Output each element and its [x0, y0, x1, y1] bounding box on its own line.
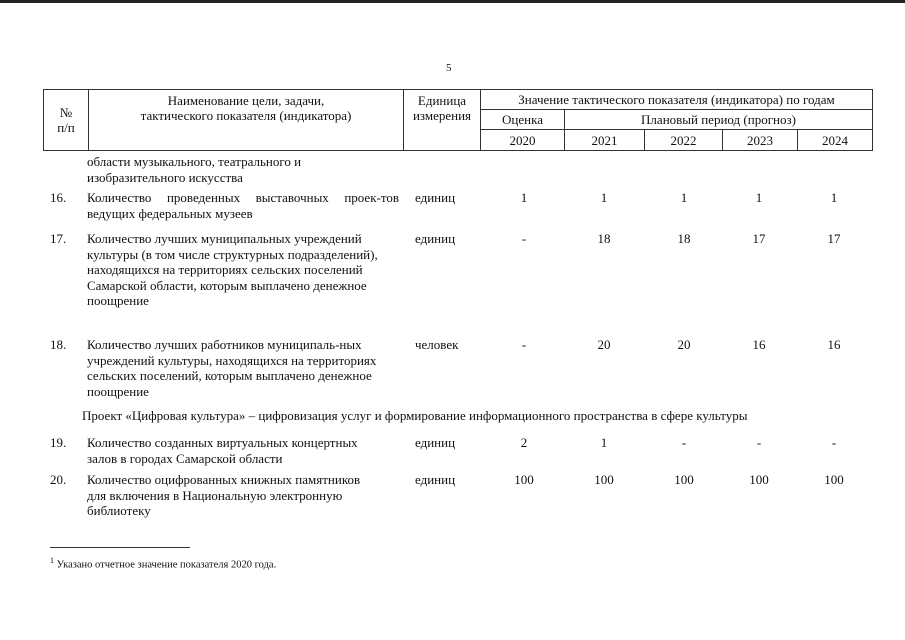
row-number: 20. [50, 472, 67, 487]
header-year-2022: 2022 [645, 130, 723, 151]
row-number: 16. [50, 190, 67, 205]
row-value-2023: 16 [752, 337, 766, 352]
row-value-2024: 16 [827, 337, 841, 352]
footnote-mark: 1 [50, 556, 54, 565]
footnote-text: Указано отчетное значение показателя 2020 года. [56, 559, 277, 571]
row-name: области музыкального, театрального и изобразительного искусства [87, 154, 302, 185]
row-name: Количество лучших работников муниципаль-ных учреждений культуры, находящихся на территориях сельских поселений, которым выплачено денежное поощрение [87, 337, 377, 399]
row-value-2024: 100 [824, 472, 844, 487]
header-planned: Плановый период (прогноз) [565, 110, 873, 130]
footnote-separator [50, 547, 190, 548]
row-value-2020: 2 [520, 435, 528, 450]
header-year-2024: 2024 [798, 130, 873, 151]
row-value-2022: 100 [674, 472, 694, 487]
header-num: № п/п [44, 90, 89, 151]
row-name: Количество созданных виртуальных концертных залов в городах Самарской области [87, 435, 358, 466]
row-value-2022: - [681, 435, 687, 450]
row-value-2023: 100 [749, 472, 769, 487]
row-value-2024: - [831, 435, 837, 450]
row-value-2023: 1 [755, 190, 763, 205]
row-value-2020: - [521, 337, 527, 352]
row-name: Количество оцифрованных книжных памятников для включения в Национальную электронную библиотеку [87, 472, 361, 518]
row-value-2021: 1 [600, 435, 608, 450]
header-year-2023: 2023 [723, 130, 798, 151]
row-name: Количество лучших муниципальных учреждений культуры (в том числе структурных подразделений), находящихся на территориях сельских поселений Самарской области, которым выплачено денежное поощрение [87, 231, 378, 308]
header-year-2021: 2021 [565, 130, 645, 151]
row-name: Количество проведенных выставочных проек-тов ведущих федеральных музеев [87, 190, 399, 221]
row-value-2024: 17 [827, 231, 841, 246]
row-value-2020: 1 [520, 190, 528, 205]
row-unit: человек [415, 337, 459, 352]
header-unit: Единица измерения [404, 90, 481, 151]
row-number: 18. [50, 337, 67, 352]
header-name: Наименование цели, задачи, тактического показателя (индикатора) [89, 90, 404, 151]
row-value-2024: 1 [830, 190, 838, 205]
row-unit: единиц [415, 231, 456, 246]
row-value-2022: 18 [677, 231, 691, 246]
row-value-2020: - [521, 231, 527, 246]
row-unit: единиц [415, 190, 456, 205]
row-value-2023: 17 [752, 231, 766, 246]
row-value-2021: 20 [597, 337, 611, 352]
footnote [50, 556, 276, 571]
row-number: 17. [50, 231, 67, 246]
section-title: Проект «Цифровая культура» – цифровизация услуг и формирование информационного пространства в сфере культуры [82, 408, 748, 423]
page-top-border [0, 0, 905, 3]
row-value-2021: 100 [594, 472, 614, 487]
row-value-2022: 1 [680, 190, 688, 205]
table-header [43, 89, 873, 151]
header-year-2020: 2020 [481, 130, 565, 151]
row-value-2021: 18 [597, 231, 611, 246]
row-unit: единиц [415, 472, 456, 487]
header-values-title: Значение тактического показателя (индикатора) по годам [481, 90, 873, 110]
row-value-2021: 1 [600, 190, 608, 205]
row-number: 19. [50, 435, 67, 450]
row-value-2022: 20 [677, 337, 691, 352]
row-value-2023: - [756, 435, 762, 450]
row-unit: единиц [415, 435, 456, 450]
row-value-2020: 100 [514, 472, 534, 487]
header-estimate: Оценка [481, 110, 565, 130]
page-number: 5 [446, 62, 452, 74]
